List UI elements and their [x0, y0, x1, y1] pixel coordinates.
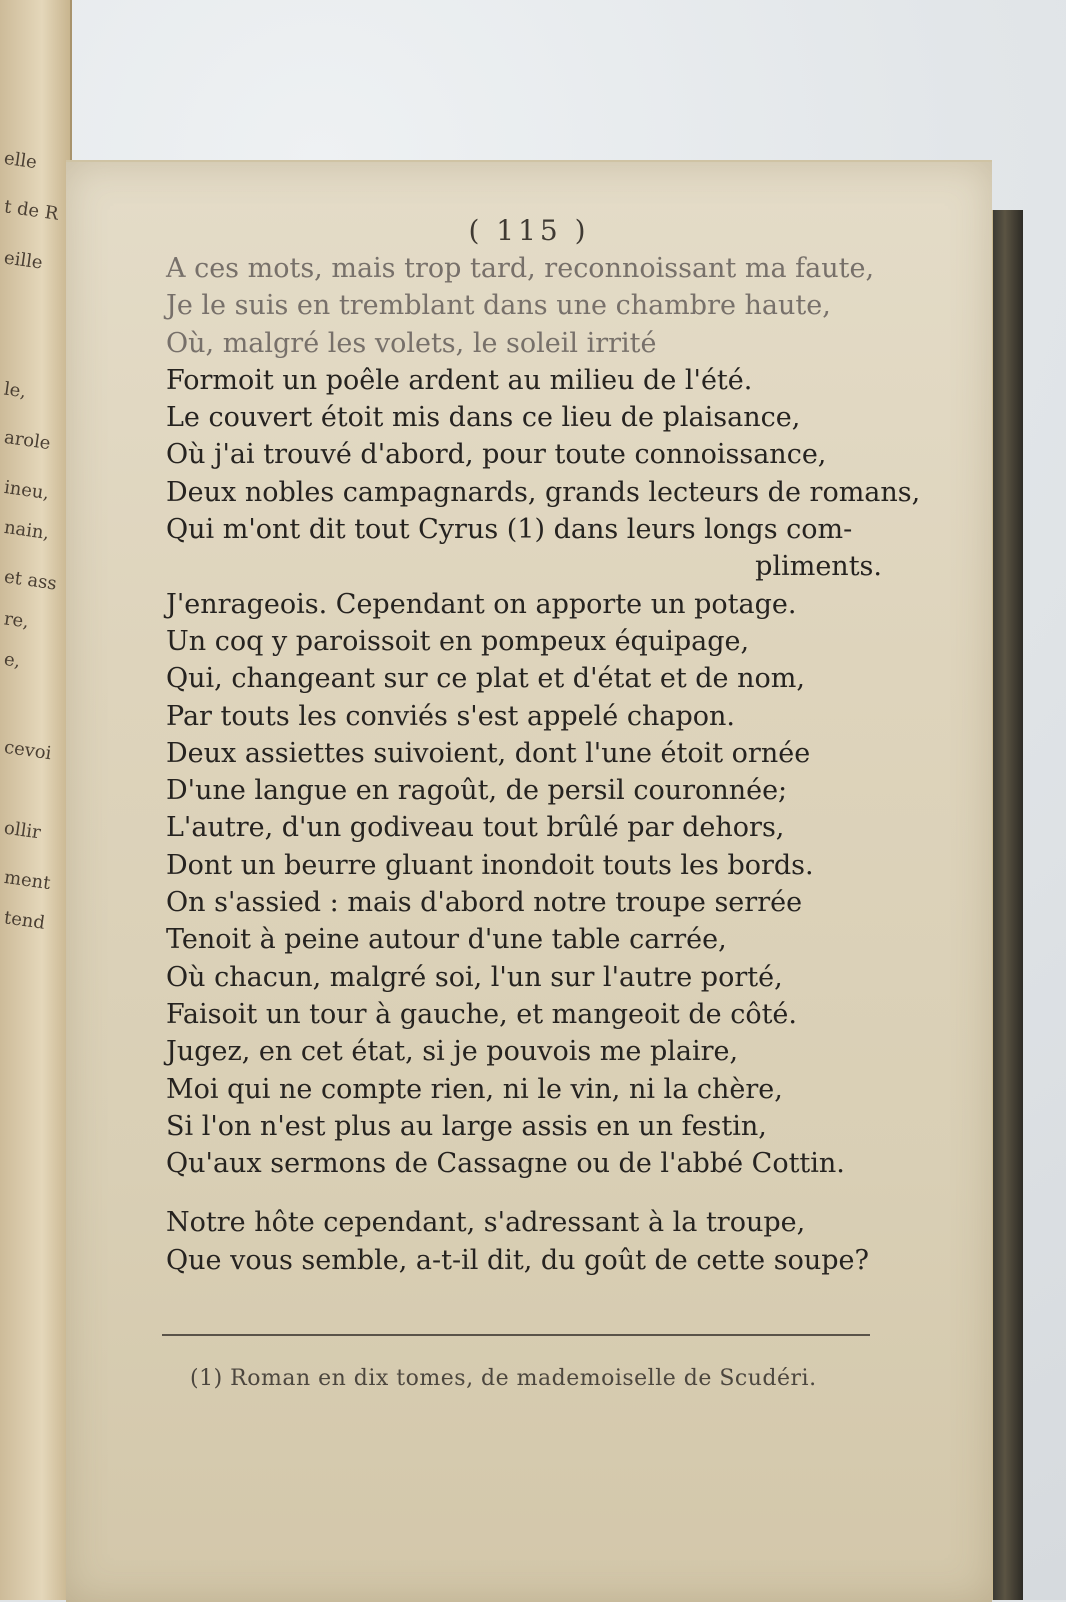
poem-line: On s'assied : mais d'abord notre troupe serrée [166, 887, 803, 919]
stanza-gap [166, 1182, 886, 1204]
poem-line: Notre hôte cependant, s'adressant à la troupe, [166, 1207, 806, 1239]
poem-line: Où chacun, malgré soi, l'un sur l'autre porté, [166, 961, 783, 993]
poem-line: Deux assiettes suivoient, dont l'une étoit ornée [166, 737, 811, 769]
book-page-edge [990, 210, 1023, 1600]
poem-line: Qui, changeant sur ce plat et d'état et de nom, [166, 663, 805, 695]
poem-line-continuation: pliments. [755, 551, 882, 583]
poem-line: Qu'aux sermons de Cassagne ou de l'abbé Cottin. [166, 1148, 845, 1180]
book-page [66, 160, 992, 1602]
poem-line: L'autre, d'un godiveau tout brûlé par dehors, [166, 812, 785, 844]
poem-line: Qui m'ont dit tout Cyrus (1) dans leurs longs com- [166, 514, 853, 546]
poem-text [166, 250, 921, 1279]
left-page-edge: elle t de R eille le, arole ineu, nain, et ass re, e, cevoi ollir ment tend [0, 0, 72, 1600]
poem-line: Formoit un poêle ardent au milieu de l'été. [166, 364, 753, 396]
poem-line: Deux nobles campagnards, grands lecteurs de romans, [166, 476, 921, 508]
poem-line: Je le suis en tremblant dans une chambre haute, [166, 290, 831, 322]
poem-line: Où, malgré les volets, le soleil irrité [166, 327, 657, 359]
poem-line: Dont un beurre gluant inondoit touts les bords. [166, 849, 814, 881]
footnote-divider [162, 1334, 870, 1336]
poem-line: J'enrageois. Cependant on apporte un potage. [166, 588, 797, 620]
poem-line: A ces mots, mais trop tard, reconnoissant ma faute, [166, 253, 875, 284]
poem-line: Un coq y paroissoit en pompeux équipage, [166, 625, 750, 657]
poem-line: Le couvert étoit mis dans ce lieu de plaisance, [166, 402, 801, 434]
poem-line: D'une langue en ragoût, de persil couronnée; [166, 775, 788, 807]
poem-line: Tenoit à peine autour d'une table carrée, [166, 924, 727, 956]
page-number: ( 115 ) [468, 214, 590, 247]
poem-line: Faisoit un tour à gauche, et mangeoit de côté. [166, 998, 797, 1030]
poem-line: Où j'ai trouvé d'abord, pour toute connoissance, [166, 439, 827, 471]
poem-line: Moi qui ne compte rien, ni le vin, ni la chère, [166, 1073, 783, 1105]
poem-line: Que vous semble, a-t-il dit, du goût de cette soupe? [166, 1244, 869, 1276]
poem-line: Par touts les conviés s'est appelé chapon. [166, 700, 735, 732]
poem-line: Si l'on n'est plus au large assis en un festin, [166, 1110, 767, 1142]
poem-line: Jugez, en cet état, si je pouvois me plaire, [166, 1036, 739, 1068]
footnote: (1) Roman en dix tomes, de mademoiselle de Scudéri. [190, 1366, 817, 1391]
